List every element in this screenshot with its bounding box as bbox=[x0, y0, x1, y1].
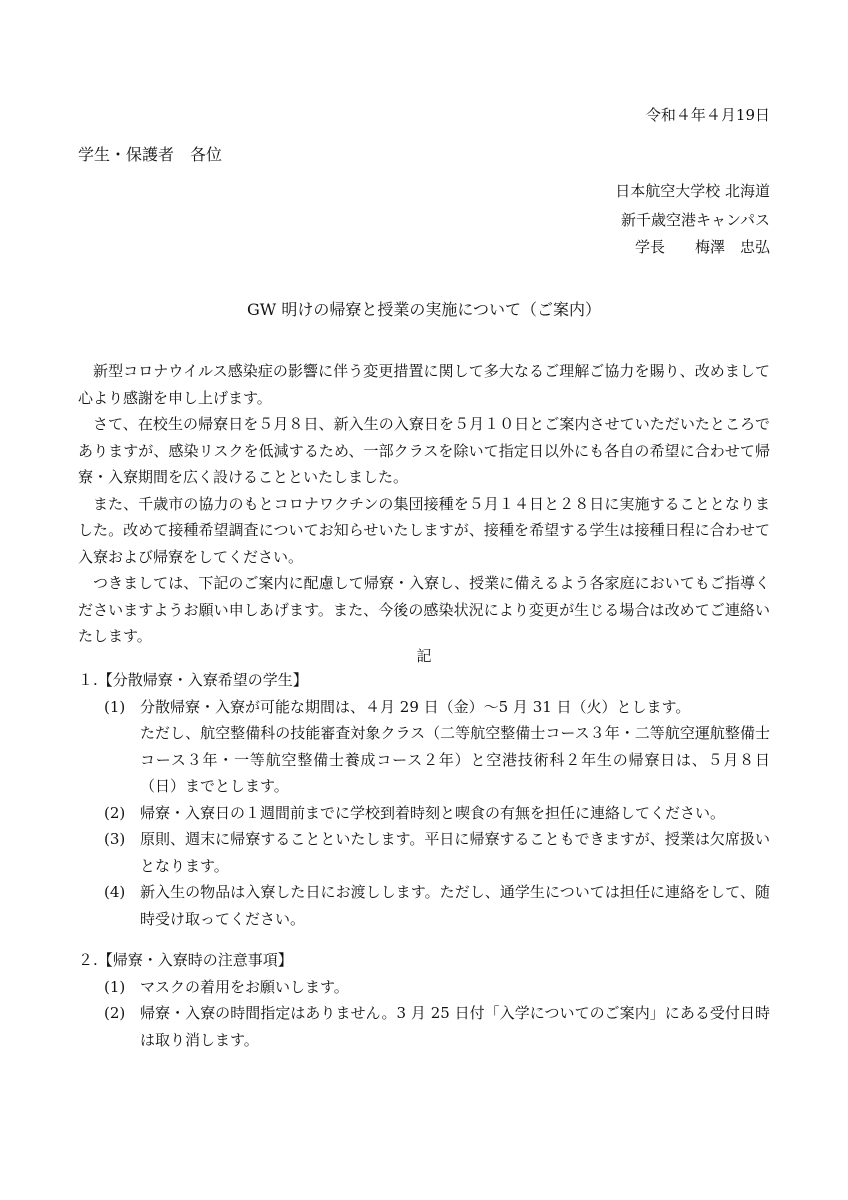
sender-school: 日本航空大学校 北海道 bbox=[615, 182, 770, 200]
item-text: マスクの着用をお願いします。 bbox=[140, 977, 349, 996]
list-item bbox=[78, 800, 770, 827]
list-item bbox=[78, 826, 770, 879]
item-text: 新入生の物品は入寮した日にお渡しします。ただし、通学生については担任に連絡をして、随時受け取ってください。 bbox=[140, 883, 770, 928]
item-number: (2) bbox=[104, 803, 126, 822]
body-paragraph: つきましては、下記のご案内に配慮して帰寮・入寮し、授業に備えるよう各家庭においてもご指導くださいますようお願い申しあげます。また、今後の感染状況により変更が生じる場合は改めてご連絡いたします。 bbox=[78, 574, 770, 645]
list-item bbox=[78, 974, 770, 1001]
item-text: 原則、週末に帰寮することといたします。平日に帰寮することもできますが、授業は欠席扱いとなります。 bbox=[140, 830, 770, 875]
recipient-line: 学生・保護者 各位 bbox=[78, 145, 223, 164]
body-paragraph: さて、在校生の帰寮日を５月８日、新入生の入寮日を５月１０日とご案内させていただいたところでありますが、感染リスクを低減するため、一部クラスを除いて指定日以外にも各自の希望に合わせて帰寮・入寮期間を広く設けることといたしました。 bbox=[78, 415, 770, 486]
item-text: 分散帰寮・入寮が可能な期間は、４月 29 日（金）～5 月 31 日（火）とします。 bbox=[140, 697, 691, 716]
list-item bbox=[78, 879, 770, 932]
ki-marker: 記 bbox=[416, 647, 432, 665]
section-dispersed-return bbox=[78, 667, 770, 932]
section-precautions bbox=[78, 947, 770, 1053]
section-heading: １.【分散帰寮・入寮希望の学生】 bbox=[78, 671, 308, 689]
item-text: 帰寮・入寮日の１週間前までに学校到着時刻と喫食の有無を担任に連絡してください。 bbox=[140, 803, 726, 822]
body-paragraph: また、千歳市の協力のもとコロナワクチンの集団接種を５月１４日と２８日に実施することとなりました。改めて接種希望調査についてお知らせいたしますが、接種を希望する学生は接種日程に合わせて入寮および帰寮をしてください。 bbox=[78, 494, 770, 566]
item-number: (2) bbox=[104, 1004, 126, 1022]
sender-campus: 新千歳空港キャンパス bbox=[621, 211, 770, 229]
list-item bbox=[78, 1000, 770, 1053]
section-heading: ２.【帰寮・入寮時の注意事項】 bbox=[78, 951, 293, 969]
item-note: ただし、航空整備科の技能審査対象クラス（二等航空整備士コース３年・二等航空運航整備士コース３年・一等航空整備士養成コース２年）と空港技術科２年生の帰寮日は、５月８日（日）までとします。 bbox=[140, 724, 770, 795]
sender-principal: 学長 梅澤 忠弘 bbox=[634, 238, 770, 256]
item-number: (1) bbox=[104, 977, 126, 996]
item-number: (3) bbox=[104, 830, 126, 848]
item-text: 帰寮・入寮の時間指定はありません。3 月 25 日付「入学についてのご案内」にある受付日時は取り消します。 bbox=[140, 1004, 770, 1049]
body-text bbox=[78, 358, 770, 650]
document-date: 令和４年４月19日 bbox=[645, 106, 770, 124]
list-item bbox=[78, 694, 770, 721]
item-number: (1) bbox=[104, 697, 126, 716]
item-number: (4) bbox=[104, 883, 126, 901]
body-paragraph: 新型コロナウイルス感染症の影響に伴う変更措置に関して多大なるご理解ご協力を賜り、改めまして心より感謝を申し上げます。 bbox=[78, 362, 770, 407]
document-title: GW 明けの帰寮と授業の実施について（ご案内） bbox=[247, 300, 601, 319]
